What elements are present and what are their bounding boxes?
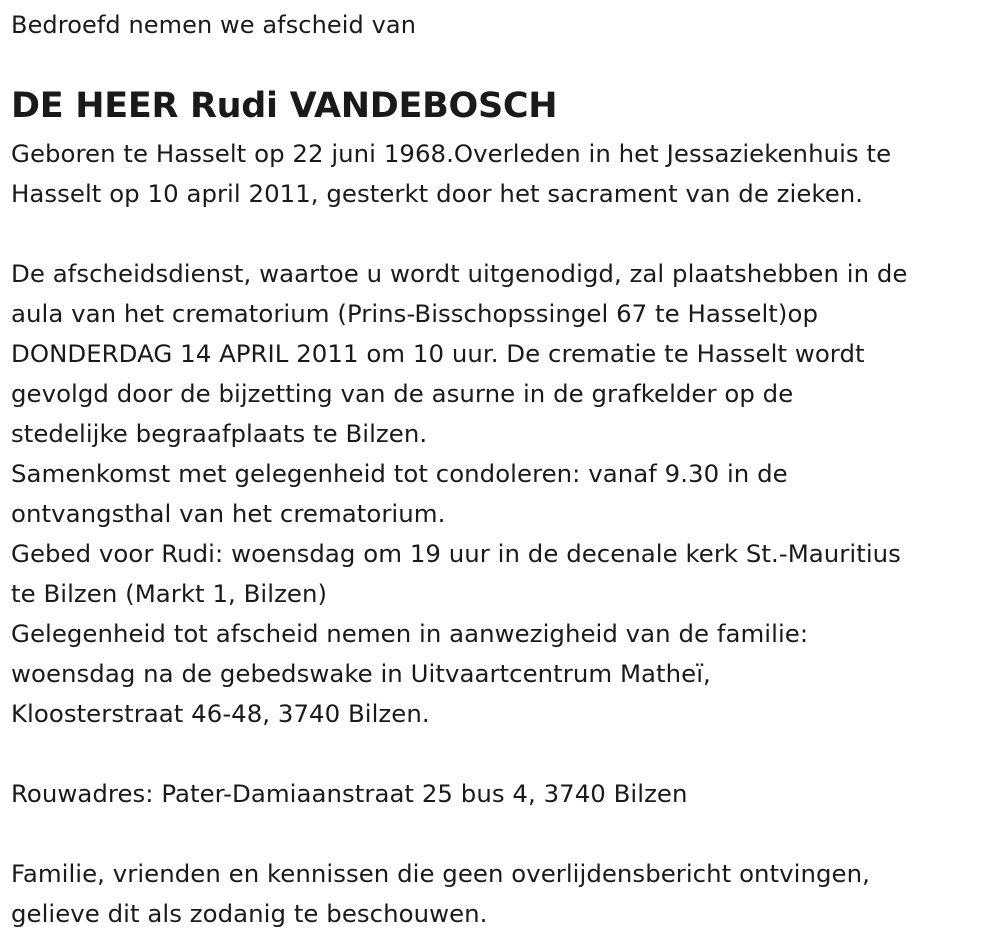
ceremony-line: woensdag na de gebedswake in Uitvaartcentrum Matheï, (11, 659, 711, 688)
birth-death-line: Hasselt op 10 april 2011, gesterkt door het sacrament van de zieken. (11, 179, 864, 208)
ceremony-line: Gelegenheid tot afscheid nemen in aanwezigheid van de familie: (11, 619, 809, 648)
ceremony-line: Gebed voor Rudi: woensdag om 19 uur in de decenale kerk St.-Mauritius (11, 539, 901, 568)
birth-death-line: Geboren te Hasselt op 22 juni 1968.Overleden in het Jessaziekenhuis te (11, 139, 892, 168)
ceremony-line: aula van het crematorium (Prins-Bisschopssingel 67 te Hasselt)op (11, 299, 818, 328)
deceased-name: DE HEER Rudi VANDEBOSCH (11, 86, 558, 126)
ceremony-paragraph (11, 254, 908, 734)
mourning-address (11, 774, 688, 814)
ceremony-line: ontvangsthal van het crematorium. (11, 499, 446, 528)
closing-line: Familie, vrienden en kennissen die geen overlijdensbericht ontvingen, (11, 859, 870, 888)
closing-paragraph (11, 854, 870, 934)
ceremony-line: gevolgd door de bijzetting van de asurne in de grafkelder op de (11, 379, 794, 408)
ceremony-line: Kloosterstraat 46-48, 3740 Bilzen. (11, 699, 430, 728)
ceremony-line: te Bilzen (Markt 1, Bilzen) (11, 579, 328, 608)
birth-death-paragraph (11, 134, 891, 214)
mourning-address-line: Rouwadres: Pater-Damiaanstraat 25 bus 4, 3740 Bilzen (11, 779, 688, 808)
closing-line: gelieve dit als zodanig te beschouwen. (11, 899, 488, 928)
ceremony-line: DONDERDAG 14 APRIL 2011 om 10 uur. De crematie te Hasselt wordt (11, 339, 865, 368)
ceremony-line: Samenkomst met gelegenheid tot condoleren: vanaf 9.30 in de (11, 459, 788, 488)
intro-text: Bedroefd nemen we afscheid van (11, 11, 417, 39)
ceremony-line: stedelijke begraafplaats te Bilzen. (11, 419, 428, 448)
ceremony-line: De afscheidsdienst, waartoe u wordt uitgenodigd, zal plaatshebben in de (11, 259, 908, 288)
